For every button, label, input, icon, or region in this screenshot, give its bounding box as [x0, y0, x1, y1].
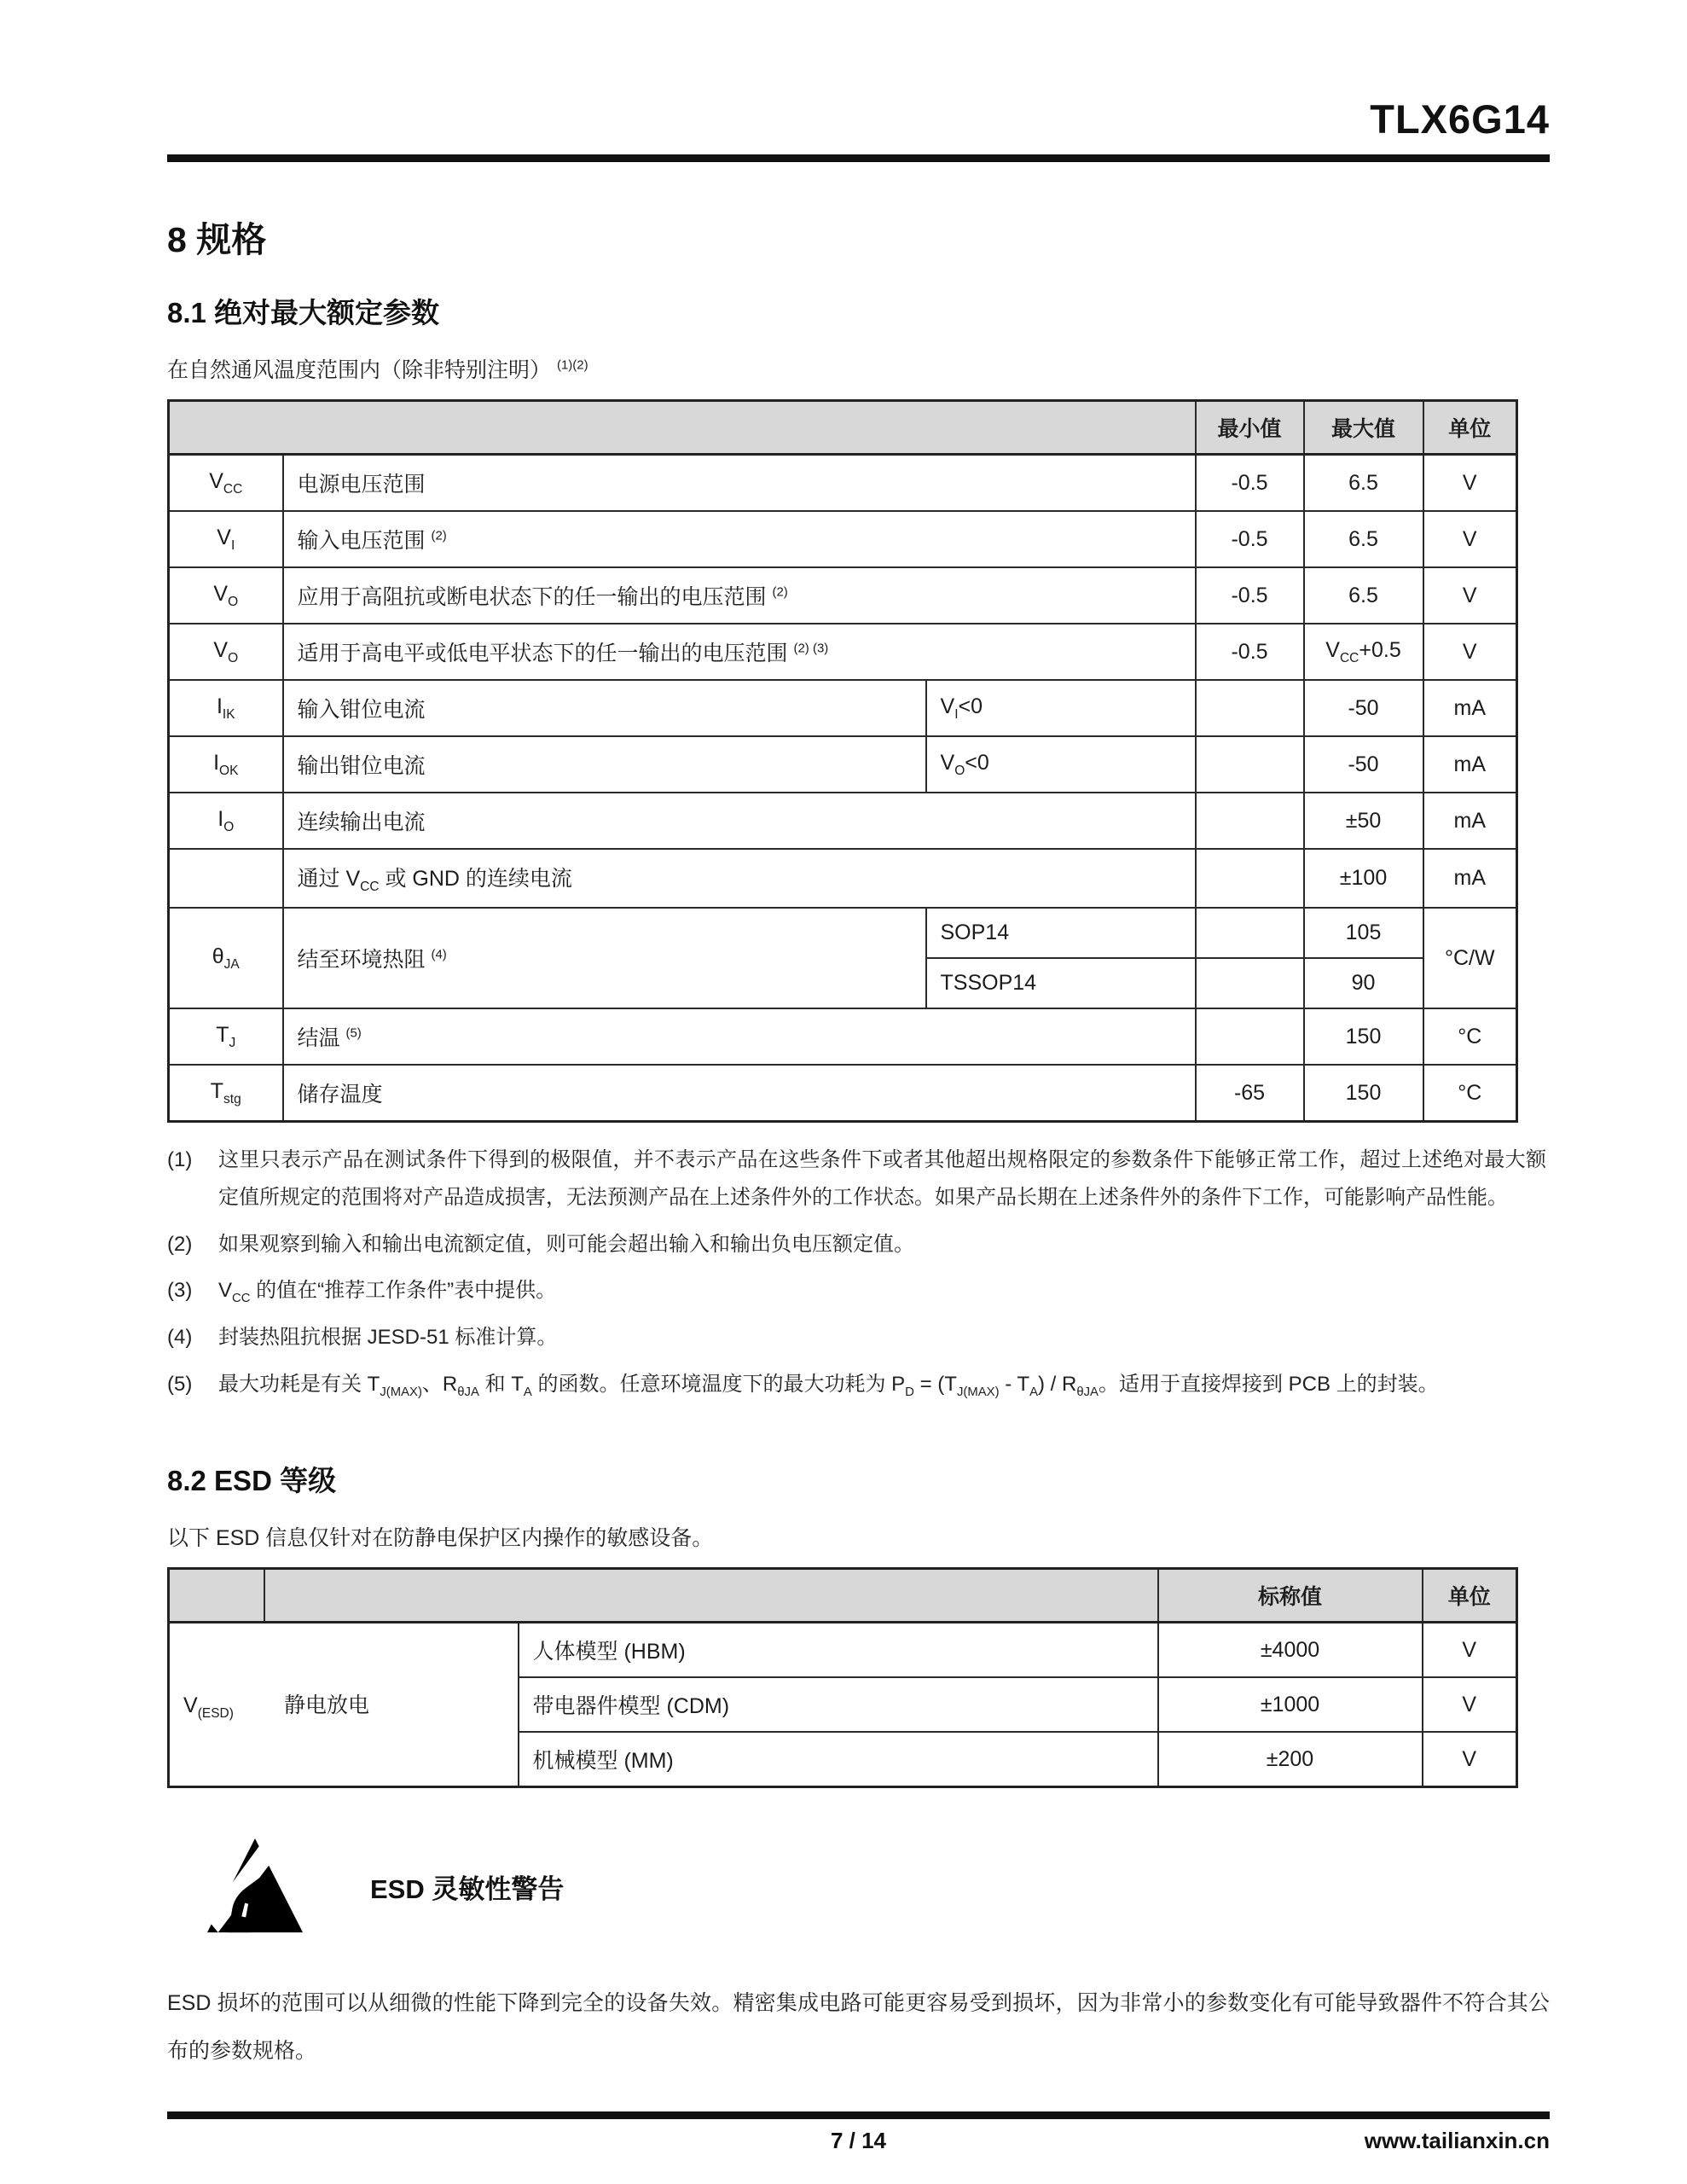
website-text: www.tailianxin.cn — [1364, 2128, 1550, 2153]
abs-max-table-header — [169, 401, 1517, 455]
max-cell: 105 — [1304, 908, 1423, 958]
esd-unit-cell: V — [1423, 1732, 1517, 1787]
footnote-text: $V_{CC}$ 的值在“推荐工作条件”表中提供。 — [218, 1279, 557, 1305]
description-cell: 输入电压范围 $^{(2)}$ — [283, 511, 1196, 567]
symbol-cell: $\theta_{JA}$ — [169, 908, 283, 1008]
min-cell — [1196, 680, 1304, 736]
abs-max-row — [169, 793, 1517, 849]
symbol-cell — [169, 849, 283, 908]
esd-model-cell: 机械模型 (MM) — [519, 1732, 1158, 1787]
footer-line — [167, 2128, 1550, 2157]
condition-cell: SOP14 — [926, 908, 1196, 958]
abs-max-table-body — [169, 455, 1517, 1122]
esd-header-row — [169, 1569, 1517, 1623]
condition-cell: $V_I<0$ — [926, 680, 1196, 736]
footnote-item — [167, 1272, 1550, 1310]
unit-cell: °C — [1423, 1065, 1517, 1122]
max-cell: 6.5 — [1304, 511, 1423, 567]
unit-cell: mA — [1423, 680, 1517, 736]
header-blank-cell — [169, 401, 1196, 455]
footnote-item — [167, 1319, 1550, 1356]
footnote-item — [167, 1141, 1550, 1217]
description-cell: 储存温度 — [283, 1065, 1196, 1122]
section-8-1-title: 8.1 绝对最大额定参数 — [167, 297, 440, 328]
header-min-cell: 最小值 — [1196, 401, 1304, 455]
abs-max-row — [169, 1008, 1517, 1065]
min-cell: -0.5 — [1196, 511, 1304, 567]
abs-max-table — [167, 399, 1518, 1123]
abs-max-row — [169, 624, 1517, 680]
description-cell: 通过 $V_{CC}$ 或 GND 的连续电流 — [283, 849, 1196, 908]
abs-max-row — [169, 567, 1517, 624]
unit-cell: mA — [1423, 849, 1517, 908]
esd-header-blank-cell-2 — [264, 1569, 1158, 1623]
esd-table-header — [169, 1569, 1517, 1623]
unit-cell: V — [1423, 511, 1517, 567]
symbol-cell: $V_O$ — [169, 567, 283, 624]
description-cell: 电源电压范围 — [283, 455, 1196, 512]
esd-warning-title: ESD 灵敏性警告 — [370, 1873, 565, 1904]
esd-row — [169, 1623, 1517, 1678]
unit-cell: °C/W — [1423, 908, 1517, 1008]
esd-model-cell: 人体模型 (HBM) — [519, 1623, 1158, 1678]
max-cell: 6.5 — [1304, 455, 1423, 512]
esd-intro: 以下 ESD 信息仅针对在防静电保护区内操作的敏感设备。 — [167, 1526, 714, 1551]
max-cell: 6.5 — [1304, 567, 1423, 624]
header-max-cell: 最大值 — [1304, 401, 1423, 455]
esd-value-cell: ±1000 — [1158, 1677, 1423, 1732]
min-cell — [1196, 1008, 1304, 1065]
footnote-item — [167, 1226, 1550, 1263]
min-cell: -0.5 — [1196, 455, 1304, 512]
abs-max-row — [169, 736, 1517, 793]
description-cell: 适用于高电平或低电平状态下的任一输出的电压范围 $^{(2) (3)}$ — [283, 624, 1196, 680]
footnote-item — [167, 1366, 1550, 1404]
esd-unit-cell: V — [1423, 1677, 1517, 1732]
symbol-cell: $I_{OK}$ — [169, 736, 283, 793]
min-cell — [1196, 736, 1304, 793]
abs-max-row — [169, 1065, 1517, 1122]
esd-header-blank-cell-1 — [169, 1569, 264, 1623]
description-cell: 结至环境热阻 $^{(4)}$ — [283, 908, 926, 1008]
esd-symbol-cell — [169, 1623, 519, 1787]
footnote-number: (2) — [167, 1232, 193, 1256]
abs-max-row — [169, 680, 1517, 736]
max-cell: -50 — [1304, 680, 1423, 736]
min-cell — [1196, 793, 1304, 849]
esd-value-cell: ±4000 — [1158, 1623, 1423, 1678]
esd-model-cell: 带电器件模型 (CDM) — [519, 1677, 1158, 1732]
footnote-text: 这里只表示产品在测试条件下得到的极限值，并不表示产品在这些条件下或者其他超出规格限定的参数条件下能够正常工作，超过上述绝对最大额定值所规定的范围将对产品造成损害，无法预测产品在上述条件外的工作状态。如果产品长期在上述条件外的条件下工作，可能影响产品性能。 — [218, 1148, 1546, 1210]
page-number: 7 / 14 — [830, 2128, 887, 2153]
max-cell: ±100 — [1304, 849, 1423, 908]
abs-max-footnotes — [167, 1141, 1550, 1404]
max-cell: ±50 — [1304, 793, 1423, 849]
esd-sensitivity-icon — [205, 1836, 305, 1937]
esd-table — [167, 1567, 1518, 1788]
max-cell: $V_{CC}+0.5$ — [1304, 624, 1423, 680]
description-cell: 连续输出电流 — [283, 793, 1196, 849]
min-cell: -0.5 — [1196, 624, 1304, 680]
unit-cell: V — [1423, 567, 1517, 624]
unit-cell: V — [1423, 455, 1517, 512]
esd-table-body — [169, 1623, 1517, 1787]
esd-symbol-label: 静电放电 — [284, 1693, 370, 1717]
condition-cell: $V_O<0$ — [926, 736, 1196, 793]
esd-symbol: $V_{(ESD)}$ — [183, 1693, 234, 1721]
max-cell: 150 — [1304, 1008, 1423, 1065]
footnote-number: (4) — [167, 1326, 193, 1350]
symbol-cell: $V_{CC}$ — [169, 455, 283, 512]
section-8-title: 8 规格 — [167, 220, 267, 259]
abs-max-header-row — [169, 401, 1517, 455]
footnote-number: (3) — [167, 1279, 193, 1303]
abs-max-row — [169, 455, 1517, 512]
footnote-text: 封装热阻抗根据 JESD-51 标准计算。 — [218, 1326, 558, 1350]
condition-cell: TSSOP14 — [926, 958, 1196, 1008]
footnote-text: 如果观察到输入和输出电流额定值，则可能会超出输入和输出负电压额定值。 — [218, 1232, 914, 1256]
description-cell: 应用于高阻抗或断电状态下的任一输出的电压范围 $^{(2)}$ — [283, 567, 1196, 624]
esd-warning-paragraph: ESD 损坏的范围可以从细微的性能下降到完全的设备失效。精密集成电路可能更容易受到损坏，因为非常小的参数变化有可能导致器件不符合其公布的参数规格。 — [167, 1991, 1550, 2064]
max-cell: 90 — [1304, 958, 1423, 1008]
min-cell — [1196, 958, 1304, 1008]
footer-rule — [167, 2111, 1550, 2119]
min-cell: -0.5 — [1196, 567, 1304, 624]
symbol-cell: $T_{stg}$ — [169, 1065, 283, 1122]
description-cell: 输入钳位电流 — [283, 680, 926, 736]
esd-warning-block — [167, 1836, 1550, 1937]
unit-cell: °C — [1423, 1008, 1517, 1065]
doc-title: TLX6G14 — [1370, 96, 1550, 142]
abs-max-row — [169, 511, 1517, 567]
symbol-cell: $I_{IK}$ — [169, 680, 283, 736]
abs-max-row — [169, 849, 1517, 908]
page-footer — [167, 2111, 1550, 2157]
description-cell: 结温 $^{(5)}$ — [283, 1008, 1196, 1065]
abs-max-intro: 在自然通风温度范围内（除非特别注明） $^{(1)(2)}$ — [167, 357, 588, 382]
abs-max-row — [169, 908, 1517, 958]
esd-header-value-cell: 标称值 — [1158, 1569, 1423, 1623]
page-content — [167, 0, 1550, 2076]
unit-cell: V — [1423, 624, 1517, 680]
footnote-number: (1) — [167, 1148, 193, 1171]
symbol-cell: $T_J$ — [169, 1008, 283, 1065]
esd-unit-cell: V — [1423, 1623, 1517, 1678]
min-cell: -65 — [1196, 1065, 1304, 1122]
esd-value-cell: ±200 — [1158, 1732, 1423, 1787]
footnote-text: 最大功耗是有关 $T_{J(MAX)}$、$R_{\theta JA}$ 和 $T_A$ 的函数。任意环境温度下的最大功耗为 $P_D = (T_{J(MAX)} - T_A) / R_{\theta JA}$。适用于直接焊接到 PCB 上的封装。 — [218, 1372, 1439, 1399]
unit-cell: mA — [1423, 736, 1517, 793]
max-cell: 150 — [1304, 1065, 1423, 1122]
esd-header-unit-cell: 单位 — [1423, 1569, 1517, 1623]
section-8-2-title: 8.2 ESD 等级 — [167, 1465, 337, 1497]
min-cell — [1196, 908, 1304, 958]
description-cell: 输出钳位电流 — [283, 736, 926, 793]
header-unit-cell: 单位 — [1423, 401, 1517, 455]
symbol-cell: $I_O$ — [169, 793, 283, 849]
header-rule — [167, 154, 1550, 162]
footnote-number: (5) — [167, 1372, 193, 1396]
min-cell — [1196, 849, 1304, 908]
max-cell: -50 — [1304, 736, 1423, 793]
symbol-cell: $V_O$ — [169, 624, 283, 680]
symbol-cell: $V_I$ — [169, 511, 283, 567]
unit-cell: mA — [1423, 793, 1517, 849]
